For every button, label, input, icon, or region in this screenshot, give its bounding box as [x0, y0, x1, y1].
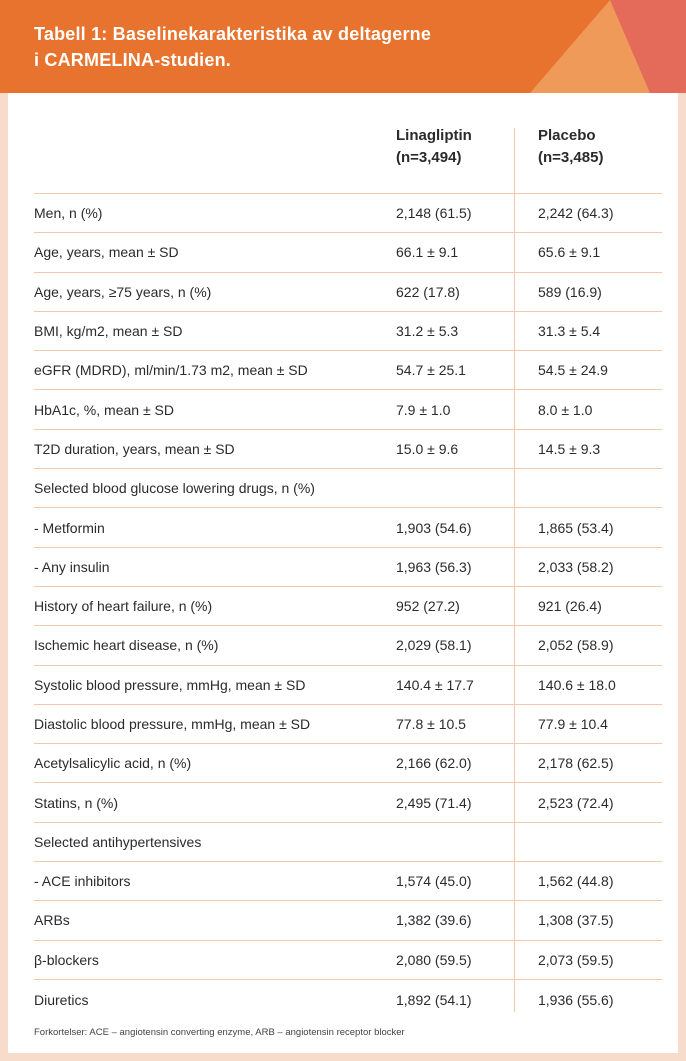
row-linagliptin-value: 31.2 ± 5.3 [396, 323, 459, 340]
row-placebo-value: 54.5 ± 24.9 [538, 362, 608, 379]
row-label: BMI, kg/m2, mean ± SD [34, 323, 183, 340]
row-label: Selected antihypertensives [34, 833, 202, 850]
table-row [34, 862, 662, 901]
table-row [34, 980, 662, 1019]
row-linagliptin-value: 2,029 (58.1) [396, 637, 472, 654]
row-label: - Any insulin [34, 558, 110, 575]
table-row [34, 508, 662, 547]
row-placebo-value: 2,033 (58.2) [538, 558, 614, 575]
table-row [34, 273, 662, 312]
row-label: Acetylsalicylic acid, n (%) [34, 755, 192, 772]
row-linagliptin-value: 622 (17.8) [396, 283, 460, 300]
head-linagliptin-n: (n=3,494) [396, 149, 462, 166]
table-row [34, 587, 662, 626]
row-label: Men, n (%) [34, 205, 103, 222]
table-head-row [34, 122, 662, 194]
table-title-line2: i CARMELINA-studien. [34, 50, 231, 70]
row-placebo-value: 2,178 (62.5) [538, 755, 614, 772]
row-placebo-value: 65.6 ± 9.1 [538, 244, 601, 261]
head-linagliptin [396, 122, 538, 193]
row-label: ARBs [34, 912, 70, 929]
row-linagliptin-value: 54.7 ± 25.1 [396, 362, 466, 379]
head-placebo [538, 122, 662, 193]
row-linagliptin-value: 1,903 (54.6) [396, 519, 472, 536]
row-placebo-value: 1,308 (37.5) [538, 912, 614, 929]
row-linagliptin-value: 77.8 ± 10.5 [396, 716, 466, 732]
row-placebo-value: 31.3 ± 5.4 [538, 323, 601, 340]
row-label: Ischemic heart disease, n (%) [34, 637, 219, 654]
row-placebo-value: 1,936 (55.6) [538, 991, 614, 1008]
row-label: Selected blood glucose lowering drugs, n (%) [34, 480, 315, 497]
row-placebo-value: 1,562 (44.8) [538, 873, 614, 890]
table-row [34, 469, 662, 508]
row-label: eGFR (MDRD), ml/min/1.73 m2, mean ± SD [34, 362, 308, 379]
table-row [34, 430, 662, 469]
row-placebo-value: 2,523 (72.4) [538, 794, 614, 811]
table-row [34, 233, 662, 272]
row-label: - Metformin [34, 519, 105, 536]
table-title-line1: Tabell 1: Baselinekarakteristika av deltagerne [34, 24, 432, 44]
table-title [34, 21, 504, 73]
row-linagliptin-value: 2,495 (71.4) [396, 794, 472, 811]
row-placebo-value: 2,073 (59.5) [538, 951, 614, 968]
table-row [34, 705, 662, 744]
row-label: T2D duration, years, mean ± SD [34, 440, 235, 457]
row-linagliptin-value: 1,382 (39.6) [396, 912, 472, 929]
table-row [34, 351, 662, 390]
table-row [34, 548, 662, 587]
row-label: Statins, n (%) [34, 794, 119, 811]
table-row [34, 194, 662, 233]
table-row [34, 901, 662, 940]
footnote: Forkortelser: ACE – angiotensin converting enzyme, ARB – angiotensin receptor blocker [34, 1027, 405, 1038]
head-placebo-n: (n=3,485) [538, 149, 604, 166]
head-linagliptin-name: Linagliptin [396, 127, 472, 144]
table-header-band [0, 0, 686, 93]
row-placebo-value: 1,865 (53.4) [538, 519, 614, 536]
row-linagliptin-value: 952 (27.2) [396, 598, 460, 615]
row-placebo-value: 589 (16.9) [538, 283, 602, 300]
row-label: Age, years, mean ± SD [34, 244, 179, 261]
baseline-table [34, 122, 662, 1019]
table-body [34, 194, 662, 1019]
column-divider [514, 128, 515, 1012]
row-label: Age, years, ≥75 years, n (%) [34, 283, 212, 300]
row-linagliptin-value: 15.0 ± 9.6 [396, 440, 459, 457]
row-placebo-value: 2,242 (64.3) [538, 205, 614, 222]
head-label-cell [34, 122, 396, 193]
row-linagliptin-value: 1,574 (45.0) [396, 873, 472, 890]
row-placebo-value: 14.5 ± 9.3 [538, 440, 601, 457]
row-linagliptin-value: 66.1 ± 9.1 [396, 244, 459, 261]
row-placebo-value: 2,052 (58.9) [538, 637, 614, 654]
row-placebo-value: 140.6 ± 18.0 [538, 676, 616, 693]
row-label: Diuretics [34, 991, 89, 1008]
table-row [34, 941, 662, 980]
table-row [34, 783, 662, 822]
row-linagliptin-value: 140.4 ± 17.7 [396, 676, 474, 693]
head-placebo-name: Placebo [538, 127, 596, 144]
row-label: HbA1c, %, mean ± SD [34, 401, 174, 418]
row-placebo-value: 8.0 ± 1.0 [538, 401, 593, 418]
row-label: History of heart failure, n (%) [34, 598, 213, 615]
row-label: β-blockers [34, 951, 99, 968]
row-linagliptin-value: 7.9 ± 1.0 [396, 401, 451, 418]
row-placebo-value: 77.9 ± 10.4 [538, 716, 608, 732]
row-label: - ACE inhibitors [34, 873, 131, 890]
row-label: Diastolic blood pressure, mmHg, mean ± SD [34, 716, 311, 732]
table-row [34, 823, 662, 862]
row-label: Systolic blood pressure, mmHg, mean ± SD [34, 676, 306, 693]
table-row [34, 390, 662, 429]
table-row [34, 666, 662, 705]
row-linagliptin-value: 1,892 (54.1) [396, 991, 472, 1008]
row-linagliptin-value: 1,963 (56.3) [396, 558, 472, 575]
row-linagliptin-value: 2,148 (61.5) [396, 205, 472, 222]
table-row [34, 626, 662, 665]
row-linagliptin-value: 2,166 (62.0) [396, 755, 472, 772]
table-row [34, 312, 662, 351]
table-row [34, 744, 662, 783]
row-linagliptin-value: 2,080 (59.5) [396, 951, 472, 968]
row-placebo-value: 921 (26.4) [538, 598, 602, 615]
